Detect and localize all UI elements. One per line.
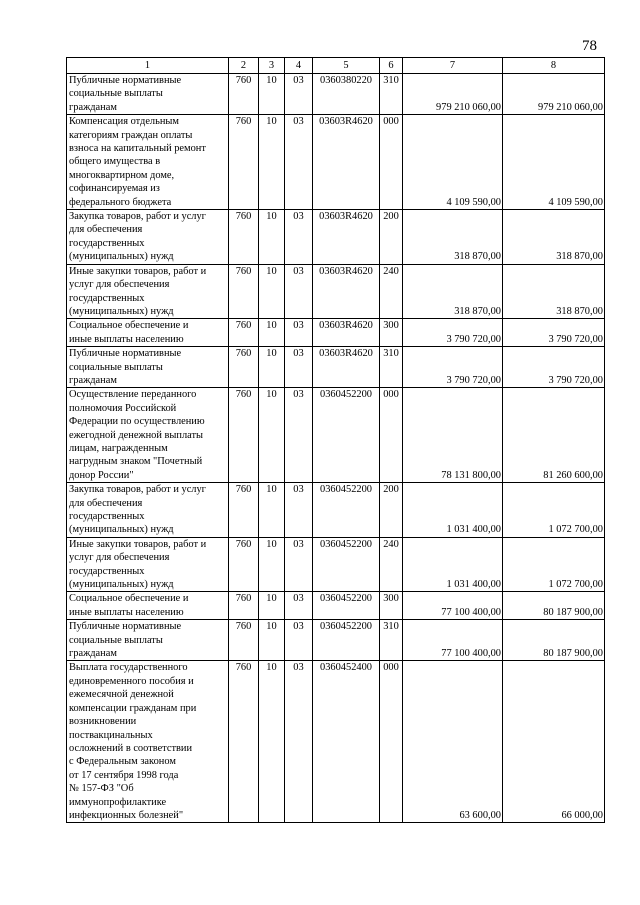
table-row <box>67 592 605 620</box>
expense-type-cell: 000 <box>380 661 403 823</box>
row-name-line: возникновении <box>69 716 137 728</box>
ministry-code-cell: 760 <box>229 620 259 661</box>
section-code-cell: 10 <box>259 264 285 319</box>
row-name-cell <box>67 210 229 265</box>
row-name-line: иные выплаты населению <box>69 333 184 345</box>
page-number: 78 <box>582 38 597 54</box>
ministry-code-cell: 760 <box>229 661 259 823</box>
expense-type-cell: 200 <box>380 210 403 265</box>
target-article-cell: 0360452200 <box>313 620 380 661</box>
amount-cell: 979 210 060,00 <box>403 74 503 115</box>
section-code-cell: 10 <box>259 537 285 592</box>
subsection-code-cell: 03 <box>285 264 313 319</box>
section-code-cell: 10 <box>259 388 285 483</box>
row-name-line: софинансируемая из <box>69 183 160 195</box>
table-row <box>67 483 605 538</box>
row-name-cell <box>67 661 229 823</box>
row-name-cell <box>67 74 229 115</box>
ministry-code-cell: 760 <box>229 347 259 388</box>
row-name-line: государственных <box>69 237 145 249</box>
row-name-line: (муниципальных) нужд <box>69 579 174 591</box>
row-name-cell <box>67 264 229 319</box>
amount-cell: 1 031 400,00 <box>403 537 503 592</box>
table-row <box>67 210 605 265</box>
table-row <box>67 115 605 210</box>
amount-cell: 77 100 400,00 <box>403 592 503 620</box>
amount-cell: 3 790 720,00 <box>403 347 503 388</box>
table-row <box>67 319 605 347</box>
table-row <box>67 661 605 823</box>
row-name-line: полномочия Российской <box>69 402 177 414</box>
row-name-line: инфекционных болезней" <box>69 809 184 821</box>
row-name-line: иные выплаты населению <box>69 606 184 618</box>
subsection-code-cell: 03 <box>285 661 313 823</box>
ministry-code-cell: 760 <box>229 74 259 115</box>
column-header: 3 <box>259 58 285 74</box>
amount-cell: 77 100 400,00 <box>403 620 503 661</box>
ministry-code-cell: 760 <box>229 319 259 347</box>
amount-cell: 318 870,00 <box>503 210 605 265</box>
row-name-line: от 17 сентября 1998 года <box>69 769 179 781</box>
amount-cell: 318 870,00 <box>503 264 605 319</box>
section-code-cell: 10 <box>259 115 285 210</box>
amount-cell: 78 131 800,00 <box>403 388 503 483</box>
row-name-line: услуг для обеспечения <box>69 552 170 564</box>
column-header: 2 <box>229 58 259 74</box>
expense-type-cell: 310 <box>380 74 403 115</box>
amount-cell: 4 109 590,00 <box>403 115 503 210</box>
ministry-code-cell: 760 <box>229 210 259 265</box>
column-header: 1 <box>67 58 229 74</box>
expense-type-cell: 310 <box>380 620 403 661</box>
amount-cell: 80 187 900,00 <box>503 620 605 661</box>
row-name-line: Публичные нормативные <box>69 75 182 86</box>
target-article-cell: 03603R4620 <box>313 347 380 388</box>
expense-type-cell: 310 <box>380 347 403 388</box>
row-name-cell <box>67 483 229 538</box>
table-row <box>67 537 605 592</box>
amount-cell: 63 600,00 <box>403 661 503 823</box>
expense-type-cell: 300 <box>380 592 403 620</box>
row-name-line: Социальное обеспечение и <box>69 593 189 605</box>
amount-cell: 318 870,00 <box>403 210 503 265</box>
ministry-code-cell: 760 <box>229 592 259 620</box>
column-header: 4 <box>285 58 313 74</box>
subsection-code-cell: 03 <box>285 210 313 265</box>
subsection-code-cell: 03 <box>285 319 313 347</box>
row-name-line: социальные выплаты <box>69 361 163 373</box>
row-name-cell <box>67 537 229 592</box>
row-name-line: многоквартирном доме, <box>69 169 175 181</box>
row-name-line: единовременного пособия и <box>69 675 194 687</box>
row-name-line: (муниципальных) нужд <box>69 305 174 317</box>
row-name-line: федерального бюджета <box>69 196 172 208</box>
subsection-code-cell: 03 <box>285 620 313 661</box>
row-name-line: (муниципальных) нужд <box>69 251 174 263</box>
row-name-line: гражданам <box>69 101 117 113</box>
row-name-line: для обеспечения <box>69 224 143 236</box>
column-header: 8 <box>503 58 605 74</box>
amount-cell: 80 187 900,00 <box>503 592 605 620</box>
section-code-cell: 10 <box>259 620 285 661</box>
expense-type-cell: 240 <box>380 264 403 319</box>
row-name-line: государственных <box>69 292 145 304</box>
expense-type-cell: 300 <box>380 319 403 347</box>
row-name-line: иммунопрофилактике <box>69 796 167 808</box>
row-name-line: Осуществление переданного <box>69 389 197 401</box>
row-name-line: Иные закупки товаров, работ и <box>69 538 207 550</box>
row-name-line: Социальное обеспечение и <box>69 320 189 332</box>
section-code-cell: 10 <box>259 661 285 823</box>
ministry-code-cell: 760 <box>229 264 259 319</box>
row-name-line: гражданам <box>69 648 117 660</box>
row-name-line: Публичные нормативные <box>69 621 182 633</box>
subsection-code-cell: 03 <box>285 115 313 210</box>
table-header-row <box>67 58 605 74</box>
subsection-code-cell: 03 <box>285 537 313 592</box>
row-name-line: ежегодной денежной выплаты <box>69 429 204 441</box>
expense-type-cell: 240 <box>380 537 403 592</box>
amount-cell: 1 072 700,00 <box>503 483 605 538</box>
column-header: 6 <box>380 58 403 74</box>
row-name-line: лицам, награжденным <box>69 442 168 454</box>
row-name-line: донор России" <box>69 469 134 481</box>
row-name-line: № 157-ФЗ "Об <box>69 783 134 795</box>
row-name-line: социальные выплаты <box>69 634 163 646</box>
target-article-cell: 03603R4620 <box>313 115 380 210</box>
column-header: 7 <box>403 58 503 74</box>
row-name-cell <box>67 592 229 620</box>
row-name-line: Закупка товаров, работ и услуг <box>69 484 206 496</box>
amount-cell: 81 260 600,00 <box>503 388 605 483</box>
subsection-code-cell: 03 <box>285 347 313 388</box>
table-row <box>67 388 605 483</box>
subsection-code-cell: 03 <box>285 483 313 538</box>
ministry-code-cell: 760 <box>229 115 259 210</box>
section-code-cell: 10 <box>259 592 285 620</box>
table-row <box>67 347 605 388</box>
expense-type-cell: 200 <box>380 483 403 538</box>
amount-cell: 318 870,00 <box>403 264 503 319</box>
subsection-code-cell: 03 <box>285 74 313 115</box>
amount-cell: 3 790 720,00 <box>503 319 605 347</box>
column-header: 5 <box>313 58 380 74</box>
budget-table <box>66 57 605 823</box>
target-article-cell: 0360452400 <box>313 661 380 823</box>
section-code-cell: 10 <box>259 319 285 347</box>
amount-cell: 1 031 400,00 <box>403 483 503 538</box>
section-code-cell: 10 <box>259 74 285 115</box>
row-name-line: Иные закупки товаров, работ и <box>69 265 207 277</box>
amount-cell: 979 210 060,00 <box>503 74 605 115</box>
target-article-cell: 0360452200 <box>313 537 380 592</box>
row-name-line: ежемесячной денежной <box>69 689 174 701</box>
row-name-cell <box>67 347 229 388</box>
row-name-line: компенсации гражданам при <box>69 702 197 714</box>
row-name-line: Компенсация отдельным <box>69 116 179 128</box>
row-name-cell <box>67 620 229 661</box>
target-article-cell: 0360452200 <box>313 592 380 620</box>
subsection-code-cell: 03 <box>285 592 313 620</box>
target-article-cell: 0360452200 <box>313 483 380 538</box>
ministry-code-cell: 760 <box>229 388 259 483</box>
row-name-line: общего имущества в <box>69 156 161 168</box>
table-row <box>67 264 605 319</box>
row-name-line: социальные выплаты <box>69 88 163 100</box>
row-name-cell <box>67 388 229 483</box>
amount-cell: 66 000,00 <box>503 661 605 823</box>
table-row <box>67 74 605 115</box>
row-name-cell <box>67 319 229 347</box>
row-name-line: Публичные нормативные <box>69 348 182 360</box>
target-article-cell: 03603R4620 <box>313 264 380 319</box>
table-row <box>67 620 605 661</box>
target-article-cell: 0360380220 <box>313 74 380 115</box>
target-article-cell: 03603R4620 <box>313 319 380 347</box>
row-name-line: государственных <box>69 511 145 522</box>
amount-cell: 3 790 720,00 <box>403 319 503 347</box>
expense-type-cell: 000 <box>380 115 403 210</box>
subsection-code-cell: 03 <box>285 388 313 483</box>
row-name-line: Федерации по осуществлению <box>69 416 205 428</box>
row-name-line: с Федеральным законом <box>69 756 176 768</box>
target-article-cell: 0360452200 <box>313 388 380 483</box>
row-name-line: осложнений в соответствии <box>69 742 193 754</box>
section-code-cell: 10 <box>259 210 285 265</box>
ministry-code-cell: 760 <box>229 483 259 538</box>
row-name-line: для обеспечения <box>69 497 143 509</box>
row-name-line: взноса на капитальный ремонт <box>69 143 206 155</box>
amount-cell: 4 109 590,00 <box>503 115 605 210</box>
row-name-line: (муниципальных) нужд <box>69 524 174 536</box>
row-name-line: нагрудным знаком "Почетный <box>69 456 203 468</box>
section-code-cell: 10 <box>259 483 285 538</box>
row-name-line: Закупка товаров, работ и услуг <box>69 211 206 223</box>
row-name-line: поствакцинальных <box>69 729 153 741</box>
row-name-cell <box>67 115 229 210</box>
expense-type-cell: 000 <box>380 388 403 483</box>
section-code-cell: 10 <box>259 347 285 388</box>
amount-cell: 1 072 700,00 <box>503 537 605 592</box>
amount-cell: 3 790 720,00 <box>503 347 605 388</box>
row-name-line: гражданам <box>69 374 117 386</box>
ministry-code-cell: 760 <box>229 537 259 592</box>
target-article-cell: 03603R4620 <box>313 210 380 265</box>
row-name-line: услуг для обеспечения <box>69 279 170 291</box>
row-name-line: категориям граждан оплаты <box>69 129 193 141</box>
row-name-line: государственных <box>69 565 145 577</box>
row-name-line: Выплата государственного <box>69 662 188 674</box>
